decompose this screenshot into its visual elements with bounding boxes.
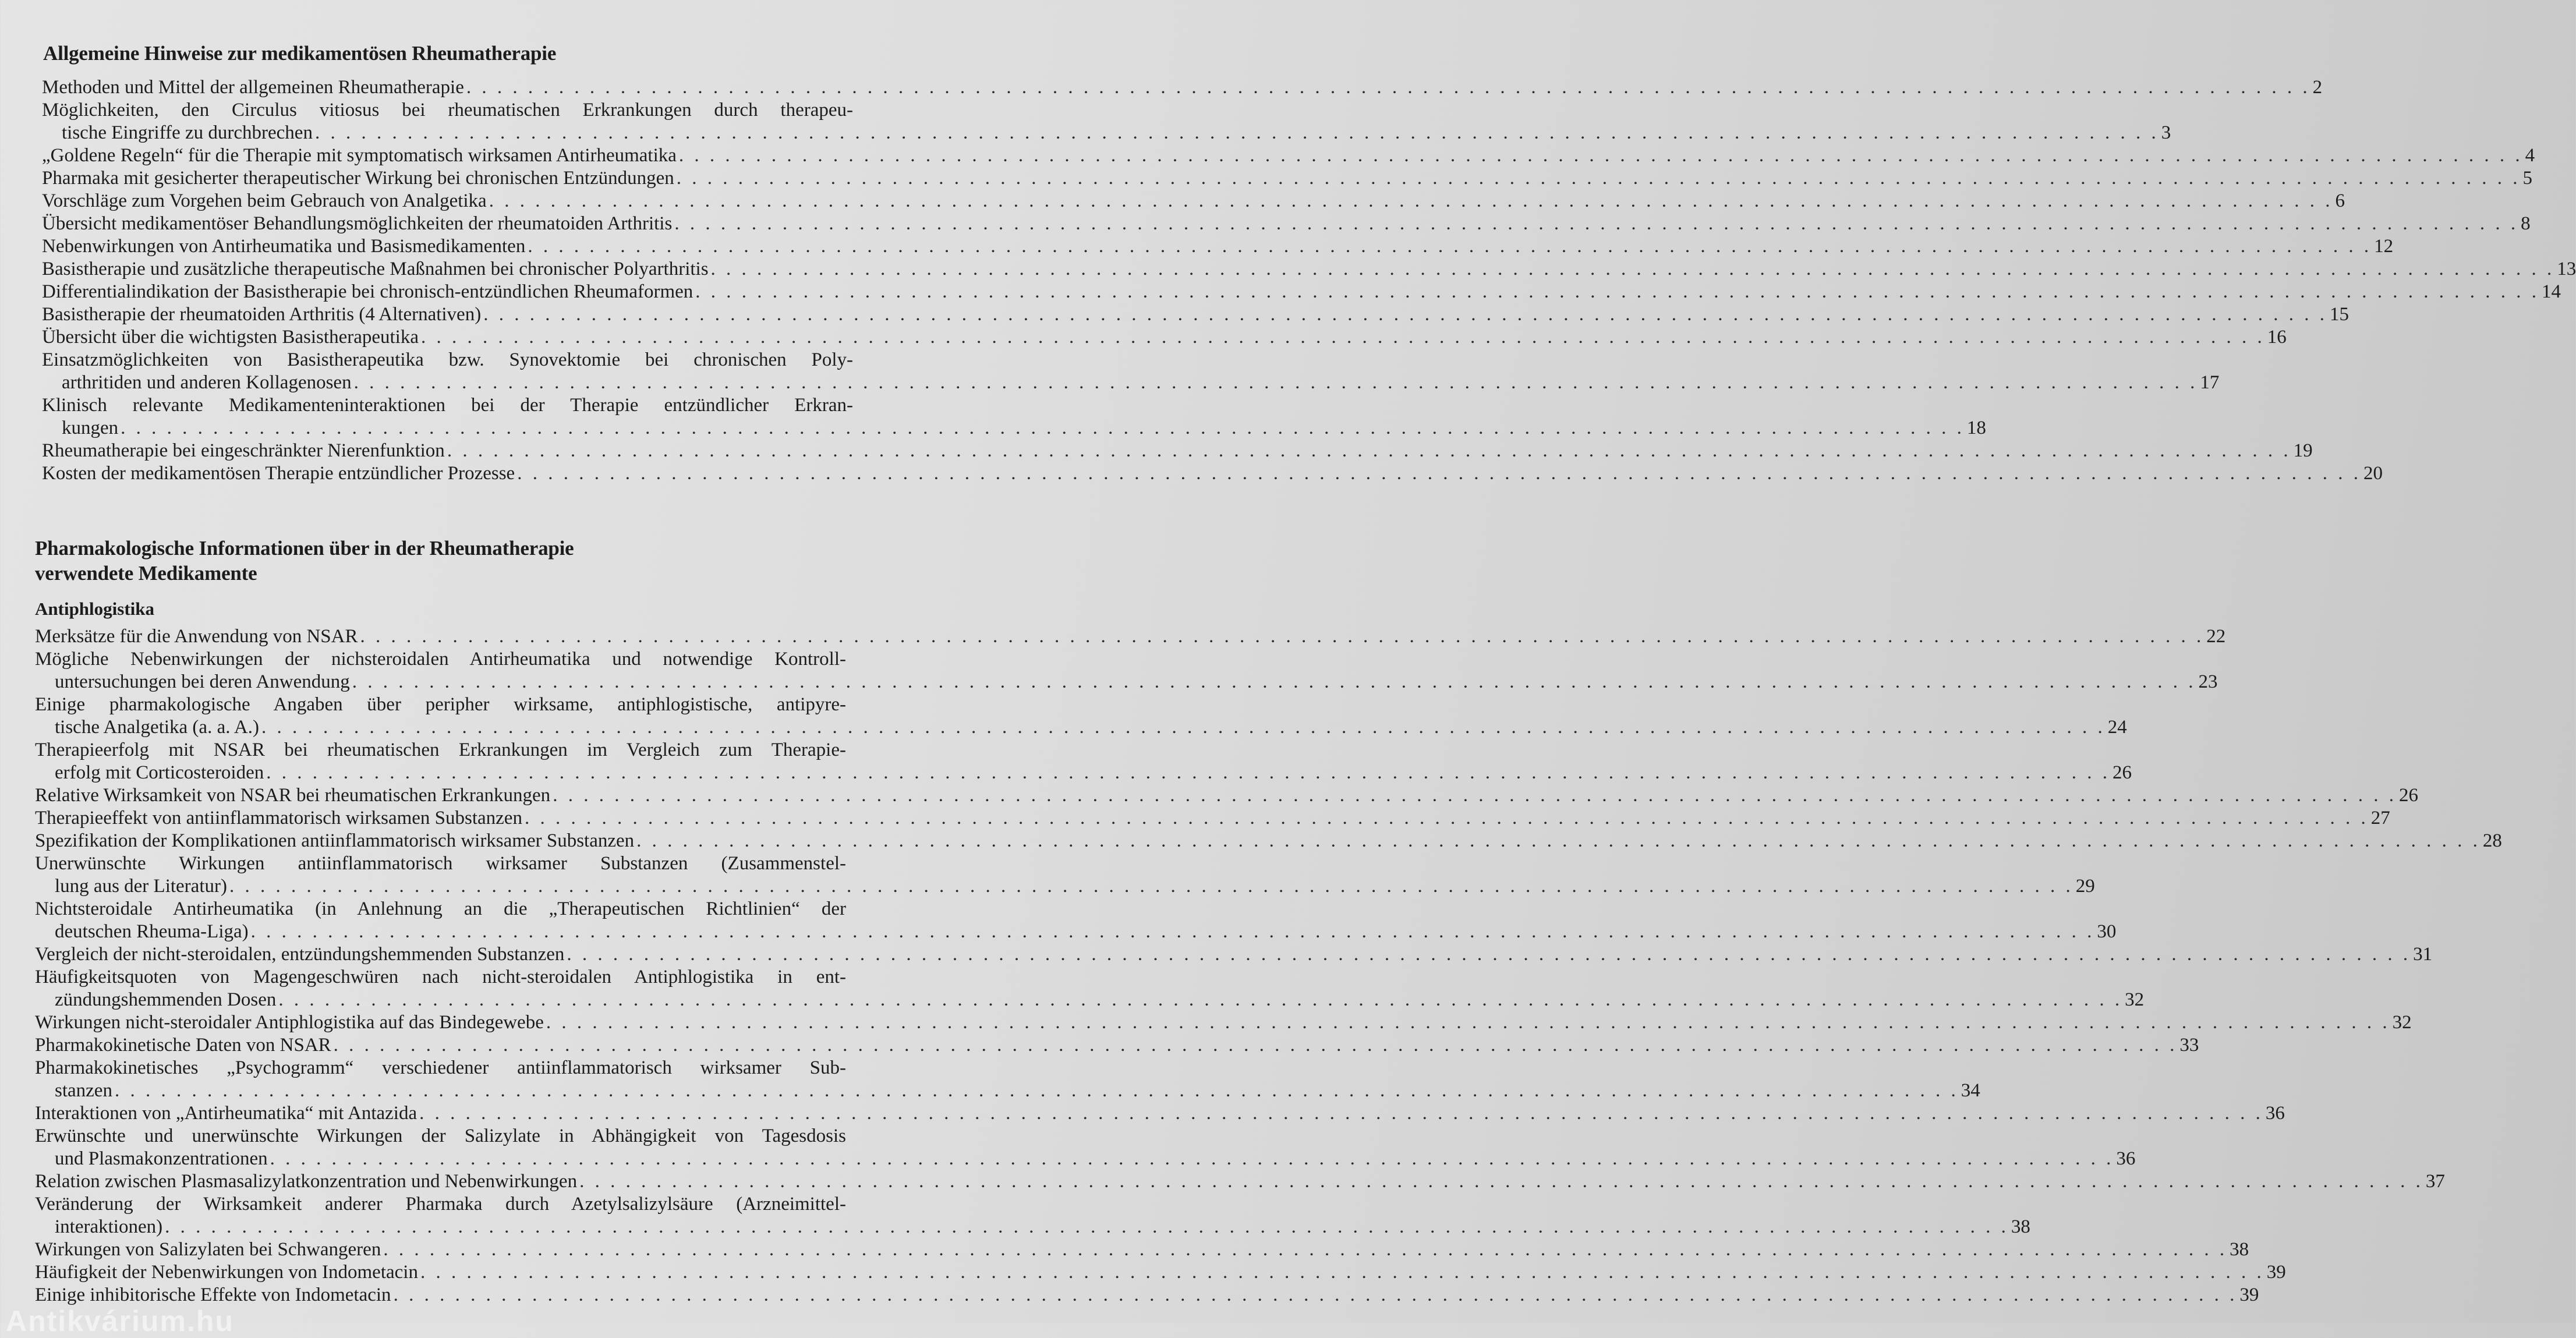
toc-entry-text: Unerwünschte Wirkungen antiinflammatorisch wirksamer Substanzen (Zusammenstel- (35, 853, 846, 874)
page-number: 36 (2265, 1103, 2285, 1124)
section2-title-line2: verwendete Medikamente (35, 562, 257, 585)
toc-entry-text: Relative Wirksamkeit von NSAR bei rheumatischen Erkrankungen (35, 785, 551, 806)
page-number: 16 (2267, 327, 2287, 348)
toc-entry-text: Vergleich der nicht-steroidalen, entzündungshemmenden Substanzen (35, 944, 565, 965)
toc-entry[interactable] (42, 213, 2531, 235)
dot-leader: . . . . . . . . . . . . . . . . . . . . . . . . . . . . . . . . . . . . . . . . . . . . . . . . . . . . . . . . . . . . . . . . . . . . . . . . . . . . . . . . . . . . . . . . . . . . . . . . . . . . . . . . . . . . . . . . . . . . . . . . (483, 304, 2327, 325)
dot-leader: . . . . . . . . . . . . . . . . . . . . . . . . . . . . . . . . . . . . . . . . . . . . . . . . . . . . . . . . . . . . . . . . . . . . . . . . . . . . . . . . . . . . . . . . . . . . . . . . . . . . . . . . . . . . . . . . . . . . . . . . (678, 145, 2523, 166)
toc-entry-text: interaktionen) (55, 1216, 163, 1237)
toc-entry-text: Einige inhibitorische Effekte von Indometacin (35, 1284, 391, 1305)
page-number: 3 (2161, 122, 2171, 143)
toc-entry[interactable] (35, 852, 2095, 898)
toc-entry-text: lung aus der Literatur) (55, 876, 227, 897)
toc-entry-text: stanzen (55, 1080, 112, 1101)
page-number: 31 (2413, 944, 2433, 965)
toc-entry[interactable] (35, 625, 2226, 648)
toc-entry[interactable] (42, 394, 1986, 440)
page-number: 5 (2522, 168, 2533, 189)
page-number: 27 (2370, 808, 2390, 829)
page-number: 23 (2198, 671, 2218, 692)
dot-leader: . . . . . . . . . . . . . . . . . . . . . . . . . . . . . . . . . . . . . . . . . . . . . . . . . . . . . . . . . . . . . . . . . . . . . . . . . . . . . . . . . . . . . . . . . . . . . . . . . . . . . . . . . . . . . . . . . . . . . . . . (121, 417, 1965, 438)
toc-entry[interactable] (42, 303, 2349, 326)
toc-entry[interactable] (35, 1238, 2249, 1261)
dot-leader: . . . . . . . . . . . . . . . . . . . . . . . . . . . . . . . . . . . . . . . . . . . . . . . . . . . . . . . . . . . . . . . . . . . . . . . . . . . . . . . . . . . . . . . . . . . . . . . . . . . . . . . . . . . . . . . . . . . . . . . . (710, 259, 2555, 279)
page-number: 26 (2398, 785, 2418, 806)
page-number: 38 (2011, 1216, 2030, 1237)
toc-entry-text: Wirkungen von Salizylaten bei Schwangeren (35, 1239, 381, 1260)
toc-entry[interactable] (35, 898, 2117, 943)
dot-leader: . . . . . . . . . . . . . . . . . . . . . . . . . . . . . . . . . . . . . . . . . . . . . . . . . . . . . . . . . . . . . . . . . . . . . . . . . . . . . . . . . . . . . . . . . . . . . . . . . . . . . . . . . . . . . . . . . . . . . . . . (553, 785, 2397, 806)
toc-entry-text: Nichtsteroidale Antirheumatika (in Anlehnung an die „Therapeutischen Richtlinien“ der (35, 898, 846, 919)
toc-entry[interactable] (42, 190, 2345, 213)
toc-entry-text: Mögliche Nebenwirkungen der nichsteroidalen Antirheumatika und notwendige Kontroll- (35, 649, 846, 670)
toc-entry[interactable] (35, 943, 2433, 966)
toc-entry[interactable] (42, 349, 2220, 394)
page-number: 8 (2521, 213, 2531, 234)
toc-entry-text: erfolg mit Corticosteroiden (55, 762, 264, 783)
page-number: 14 (2542, 281, 2561, 302)
toc-entry-text: kungen (62, 417, 119, 438)
toc-entry-text: Merksätze für die Anwendung von NSAR (35, 626, 358, 647)
dot-leader: . . . . . . . . . . . . . . . . . . . . . . . . . . . . . . . . . . . . . . . . . . . . . . . . . . . . . . . . . . . . . . . . . . . . . . . . . . . . . . . . . . . . . . . . . . . . . . . . . . . . . . . . . . . . . . . . . . . . . . . . (674, 213, 2519, 234)
toc-entry-text: Übersicht medikamentöser Behandlungsmöglichkeiten der rheumatoiden Arthritis (42, 213, 673, 234)
toc-entry-text: zündungshemmenden Dosen (55, 989, 277, 1010)
toc-entry[interactable] (35, 739, 2132, 784)
dot-leader: . . . . . . . . . . . . . . . . . . . . . . . . . . . . . . . . . . . . . . . . . . . . . . . . . . . . . . . . . . . . . . . . . . . . . . . . . . . . . . . . . . . . . . . . . . . . . . . . . . . . . . . . . . . . . . . . . . . . . . . . (420, 1262, 2264, 1283)
toc-entry[interactable] (35, 1057, 1980, 1102)
toc-entry-text: Vorschläge zum Vorgehen beim Gebrauch von Analgetika (42, 190, 487, 211)
toc-entry-text: „Goldene Regeln“ für die Therapie mit symptomatisch wirksamen Antirheumatika (42, 145, 677, 166)
dot-leader: . . . . . . . . . . . . . . . . . . . . . . . . . . . . . . . . . . . . . . . . . . . . . . . . . . . . . . . . . . . . . . . . . . . . . . . . . . . . . . . . . . . . . . . . . . . . . . . . . . . . . . . . . . . . . . . . . . . . . . . . (314, 122, 2159, 143)
toc-entry[interactable] (35, 807, 2390, 830)
page-number: 30 (2097, 921, 2117, 942)
toc-entry-text: Basistherapie und zusätzliche therapeutische Maßnahmen bei chronischer Polyarthritis (42, 259, 709, 279)
page-number: 32 (2125, 989, 2145, 1010)
toc-entry-text: Methoden und Mittel der allgemeinen Rheumatherapie (42, 77, 464, 98)
dot-leader: . . . . . . . . . . . . . . . . . . . . . . . . . . . . . . . . . . . . . . . . . . . . . . . . . . . . . . . . . . . . . . . . . . . . . . . . . . . . . . . . . . . . . . . . . . . . . . . . . . . . . . . . . . . . . . . . . . . . . . . . (165, 1216, 2009, 1237)
toc-entry-text: Interaktionen von „Antirheumatika“ mit Antazida (35, 1103, 417, 1124)
toc-entry[interactable] (42, 235, 2394, 258)
dot-leader: . . . . . . . . . . . . . . . . . . . . . . . . . . . . . . . . . . . . . . . . . . . . . . . . . . . . . . . . . . . . . . . . . . . . . . . . . . . . . . . . . . . . . . . . . . . . . . . . . . . . . . . . . . . . . . . . . . . . . . . . (383, 1239, 2228, 1260)
toc-entry[interactable] (42, 462, 2383, 485)
page-number: 22 (2206, 626, 2226, 647)
toc-entry[interactable] (35, 1102, 2285, 1125)
toc-entry-text: Kosten der medikamentösen Therapie entzündlicher Prozesse (42, 463, 515, 484)
page-number: 39 (2266, 1262, 2286, 1283)
toc-entry[interactable] (42, 258, 2576, 281)
toc-entry-text: Differentialindikation der Basistherapie bei chronisch-entzündlichen Rheumaformen (42, 281, 693, 302)
dot-leader: . . . . . . . . . . . . . . . . . . . . . . . . . . . . . . . . . . . . . . . . . . . . . . . . . . . . . . . . . . . . . . . . . . . . . . . . . . . . . . . . . . . . . . . . . . . . . . . . . . . . . . . . . . . . . . . . . . . . . . . . (528, 236, 2372, 257)
dot-leader: . . . . . . . . . . . . . . . . . . . . . . . . . . . . . . . . . . . . . . . . . . . . . . . . . . . . . . . . . . . . . . . . . . . . . . . . . . . . . . . . . . . . . . . . . . . . . . . . . . . . . . . . . . . . . . . . . . . . . . . . (353, 372, 2198, 393)
section2-title-line1: Pharmakologische Informationen über in der Rheumatherapie (35, 537, 574, 560)
toc-entry-text: Pharmaka mit gesicherter therapeutischer Wirkung bei chronischen Entzündungen (42, 168, 674, 189)
toc-entry[interactable] (42, 326, 2287, 349)
toc-entry[interactable] (42, 440, 2313, 462)
toc-entry-text: Pharmakokinetisches „Psychogramm“ verschiedener antiinflammatorisch wirksamer Sub- (35, 1057, 846, 1078)
toc-entry[interactable] (42, 281, 2561, 303)
page-number: 6 (2335, 190, 2345, 211)
toc-entry[interactable] (42, 167, 2533, 190)
section2-subtitle: Antiphlogistika (35, 599, 155, 619)
toc-entry[interactable] (35, 966, 2145, 1011)
toc-entry-text: Häufigkeit der Nebenwirkungen von Indometacin (35, 1262, 418, 1283)
dot-leader: . . . . . . . . . . . . . . . . . . . . . . . . . . . . . . . . . . . . . . . . . . . . . . . . . . . . . . . . . . . . . . . . . . . . . . . . . . . . . . . . . . . . . . . . . . . . . . . . . . . . . . . . . . . . . . . . . . . . . . . . (229, 876, 2073, 897)
toc-entry[interactable] (35, 830, 2502, 852)
page-number: 18 (1966, 417, 1986, 438)
page-number: 36 (2116, 1148, 2136, 1169)
toc-entry-text: Rheumatherapie bei eingeschränkter Nierenfunktion (42, 440, 445, 461)
toc-entry-text: Therapieeffekt von antiinflammatorisch wirksamen Substanzen (35, 808, 522, 829)
page-number: 20 (2363, 463, 2383, 484)
page-number: 37 (2425, 1171, 2445, 1192)
toc-entry-text: Möglichkeiten, den Circulus vitiosus bei rheumatischen Erkrankungen durch therapeu- (42, 100, 853, 121)
dot-leader: . . . . . . . . . . . . . . . . . . . . . . . . . . . . . . . . . . . . . . . . . . . . . . . . . . . . . . . . . . . . . . . . . . . . . . . . . . . . . . . . . . . . . . . . . . . . . . . . . . . . . . . . . . . . . . . . . . . . . . . . (114, 1080, 1959, 1101)
toc-entry[interactable] (35, 1034, 2199, 1057)
toc-entry-text: Klinisch relevante Medikamenteninteraktionen bei der Therapie entzündlicher Erkran- (42, 395, 853, 416)
toc-entry[interactable] (35, 693, 2127, 739)
toc-entry[interactable] (42, 76, 2323, 99)
dot-leader: . . . . . . . . . . . . . . . . . . . . . . . . . . . . . . . . . . . . . . . . . . . . . . . . . . . . . . . . . . . . . . . . . . . . . . . . . . . . . . . . . . . . . . . . . . . . . . . . . . . . . . . . . . . . . . . . . . . . . . . . (489, 190, 2333, 211)
toc-entry-text: Pharmakokinetische Daten von NSAR (35, 1035, 331, 1056)
dot-leader: . . . . . . . . . . . . . . . . . . . . . . . . . . . . . . . . . . . . . . . . . . . . . . . . . . . . . . . . . . . . . . . . . . . . . . . . . . . . . . . . . . . . . . . . . . . . . . . . . . . . . . . . . . . . . . . . . . . . . . . . (517, 463, 2361, 484)
dot-leader: . . . . . . . . . . . . . . . . . . . . . . . . . . . . . . . . . . . . . . . . . . . . . . . . . . . . . . . . . . . . . . . . . . . . . . . . . . . . . . . . . . . . . . . . . . . . . . . . . . . . . . . . . . . . . . . . . . . . . . . . (447, 440, 2291, 461)
toc-entry-text: Veränderung der Wirksamkeit anderer Pharmaka durch Azetylsalizylsäure (Arzneimittel- (35, 1194, 846, 1215)
toc-entry-text: Spezifikation der Komplikationen antiinflammatorisch wirksamer Substanzen (35, 830, 635, 851)
toc-entry-text: untersuchungen bei deren Anwendung (55, 671, 350, 692)
page-number: 17 (2200, 372, 2220, 393)
toc-entry[interactable] (35, 1011, 2412, 1034)
page-number: 24 (2107, 717, 2127, 738)
toc-entry[interactable] (35, 1261, 2286, 1284)
page-number: 4 (2525, 145, 2535, 166)
toc-entry[interactable] (35, 1170, 2445, 1193)
toc-entry-text: Wirkungen nicht-steroidaler Antiphlogistika auf das Bindegewebe (35, 1012, 544, 1033)
section1-title: Allgemeine Hinweise zur medikamentösen Rheumatherapie (43, 42, 557, 65)
toc-entry[interactable] (35, 1125, 2136, 1170)
page-number: 26 (2113, 762, 2132, 783)
page-number: 34 (1961, 1080, 1980, 1101)
dot-leader: . . . . . . . . . . . . . . . . . . . . . . . . . . . . . . . . . . . . . . . . . . . . . . . . . . . . . . . . . . . . . . . . . . . . . . . . . . . . . . . . . . . . . . . . . . . . . . . . . . . . . . . . . . . . . . . . . . . . . . . . (636, 830, 2481, 851)
toc-entry-text: deutschen Rheuma-Liga) (55, 921, 249, 942)
dot-leader: . . . . . . . . . . . . . . . . . . . . . . . . . . . . . . . . . . . . . . . . . . . . . . . . . . . . . . . . . . . . . . . . . . . . . . . . . . . . . . . . . . . . . . . . . . . . . . . . . . . . . . . . . . . . . . . . . . . . . . . . (524, 808, 2369, 829)
dot-leader: . . . . . . . . . . . . . . . . . . . . . . . . . . . . . . . . . . . . . . . . . . . . . . . . . . . . . . . . . . . . . . . . . . . . . . . . . . . . . . . . . . . . . . . . . . . . . . . . . . . . . . . . . . . . . . . . . . . . . . . . (579, 1171, 2423, 1192)
dot-leader: . . . . . . . . . . . . . . . . . . . . . . . . . . . . . . . . . . . . . . . . . . . . . . . . . . . . . . . . . . . . . . . . . . . . . . . . . . . . . . . . . . . . . . . . . . . . . . . . . . . . . . . . . . . . . . . . . . . . . . . . (352, 671, 2196, 692)
dot-leader: . . . . . . . . . . . . . . . . . . . . . . . . . . . . . . . . . . . . . . . . . . . . . . . . . . . . . . . . . . . . . . . . . . . . . . . . . . . . . . . . . . . . . . . . . . . . . . . . . . . . . . . . . . . . . . . . . . . . . . . . (567, 944, 2411, 965)
page-number: 13 (2557, 259, 2576, 279)
toc-entry-text: Übersicht über die wichtigsten Basistherapeutika (42, 327, 419, 348)
toc-entry[interactable] (35, 1284, 2259, 1307)
dot-leader: . . . . . . . . . . . . . . . . . . . . . . . . . . . . . . . . . . . . . . . . . . . . . . . . . . . . . . . . . . . . . . . . . . . . . . . . . . . . . . . . . . . . . . . . . . . . . . . . . . . . . . . . . . . . . . . . . . . . . . . . (270, 1148, 2114, 1169)
toc-entry[interactable] (35, 648, 2218, 693)
page-number: 32 (2392, 1012, 2412, 1033)
page-number: 38 (2230, 1239, 2249, 1260)
dot-leader: . . . . . . . . . . . . . . . . . . . . . . . . . . . . . . . . . . . . . . . . . . . . . . . . . . . . . . . . . . . . . . . . . . . . . . . . . . . . . . . . . . . . . . . . . . . . . . . . . . . . . . . . . . . . . . . . . . . . . . . . (419, 1103, 2263, 1124)
dot-leader: . . . . . . . . . . . . . . . . . . . . . . . . . . . . . . . . . . . . . . . . . . . . . . . . . . . . . . . . . . . . . . . . . . . . . . . . . . . . . . . . . . . . . . . . . . . . . . . . . . . . . . . . . . . . . . . . . . . . . . . . (393, 1284, 2238, 1305)
toc-entry[interactable] (35, 784, 2418, 807)
page-number: 29 (2075, 876, 2095, 897)
page-number: 12 (2374, 236, 2394, 257)
toc-section-1 (42, 76, 2576, 485)
toc-entry-text: Häufigkeitsquoten von Magengeschwüren nach nicht-steroidalen Antiphlogistika in ent- (35, 967, 846, 987)
dot-leader: . . . . . . . . . . . . . . . . . . . . . . . . . . . . . . . . . . . . . . . . . . . . . . . . . . . . . . . . . . . . . . . . . . . . . . . . . . . . . . . . . . . . . . . . . . . . . . . . . . . . . . . . . . . . . . . . . . . . . . . . (333, 1035, 2178, 1056)
page-number: 28 (2482, 830, 2502, 851)
toc-entry[interactable] (42, 99, 2171, 144)
page-number: 39 (2239, 1284, 2259, 1305)
toc-entry-text: tische Analgetika (a. a. A.) (55, 717, 259, 738)
page-number: 33 (2179, 1035, 2199, 1056)
toc-entry-text: arthritiden und anderen Kollagenosen (62, 372, 352, 393)
dot-leader: . . . . . . . . . . . . . . . . . . . . . . . . . . . . . . . . . . . . . . . . . . . . . . . . . . . . . . . . . . . . . . . . . . . . . . . . . . . . . . . . . . . . . . . . . . . . . . . . . . . . . . . . . . . . . . . . . . . . . . . . (676, 168, 2521, 189)
toc-entry-text: Therapieerfolg mit NSAR bei rheumatischen Erkrankungen im Vergleich zum Therapie- (35, 739, 846, 760)
toc-entry-text: Einsatzmöglichkeiten von Basistherapeutika bzw. Synovektomie bei chronischen Poly- (42, 349, 853, 370)
toc-entry-text: tische Eingriffe zu durchbrechen (62, 122, 313, 143)
toc-entry[interactable] (42, 144, 2535, 167)
toc-entry-text: Relation zwischen Plasmasalizylatkonzentration und Nebenwirkungen (35, 1171, 578, 1192)
toc-entry-text: Nebenwirkungen von Antirheumatika und Basismedikamenten (42, 236, 526, 257)
toc-section-2 (35, 625, 2502, 1307)
dot-leader: . . . . . . . . . . . . . . . . . . . . . . . . . . . . . . . . . . . . . . . . . . . . . . . . . . . . . . . . . . . . . . . . . . . . . . . . . . . . . . . . . . . . . . . . . . . . . . . . . . . . . . . . . . . . . . . . . . . . . . . . (420, 327, 2265, 348)
watermark-logo: Antikvárium.hu (6, 1305, 234, 1337)
dot-leader: . . . . . . . . . . . . . . . . . . . . . . . . . . . . . . . . . . . . . . . . . . . . . . . . . . . . . . . . . . . . . . . . . . . . . . . . . . . . . . . . . . . . . . . . . . . . . . . . . . . . . . . . . . . . . . . . . . . . . . . . (466, 77, 2310, 98)
dot-leader: . . . . . . . . . . . . . . . . . . . . . . . . . . . . . . . . . . . . . . . . . . . . . . . . . . . . . . . . . . . . . . . . . . . . . . . . . . . . . . . . . . . . . . . . . . . . . . . . . . . . . . . . . . . . . . . . . . . . . . . . (261, 717, 2106, 738)
dot-leader: . . . . . . . . . . . . . . . . . . . . . . . . . . . . . . . . . . . . . . . . . . . . . . . . . . . . . . . . . . . . . . . . . . . . . . . . . . . . . . . . . . . . . . . . . . . . . . . . . . . . . . . . . . . . . . . . . . . . . . . . (266, 762, 2110, 783)
dot-leader: . . . . . . . . . . . . . . . . . . . . . . . . . . . . . . . . . . . . . . . . . . . . . . . . . . . . . . . . . . . . . . . . . . . . . . . . . . . . . . . . . . . . . . . . . . . . . . . . . . . . . . . . . . . . . . . . . . . . . . . . (546, 1012, 2390, 1033)
page-number: 2 (2312, 77, 2323, 98)
toc-entry-text: Basistherapie der rheumatoiden Arthritis (4 Alternativen) (42, 304, 482, 325)
page-number: 15 (2329, 304, 2349, 325)
toc-entry-text: Einige pharmakologische Angaben über peripher wirksame, antiphlogistische, antipyre- (35, 694, 846, 715)
dot-leader: . . . . . . . . . . . . . . . . . . . . . . . . . . . . . . . . . . . . . . . . . . . . . . . . . . . . . . . . . . . . . . . . . . . . . . . . . . . . . . . . . . . . . . . . . . . . . . . . . . . . . . . . . . . . . . . . . . . . . . . . (250, 921, 2095, 942)
toc-entry[interactable] (35, 1193, 2030, 1238)
dot-leader: . . . . . . . . . . . . . . . . . . . . . . . . . . . . . . . . . . . . . . . . . . . . . . . . . . . . . . . . . . . . . . . . . . . . . . . . . . . . . . . . . . . . . . . . . . . . . . . . . . . . . . . . . . . . . . . . . . . . . . . . (278, 989, 2123, 1010)
toc-entry-text: Erwünschte und unerwünschte Wirkungen der Salizylate in Abhängigkeit von Tagesdosis (35, 1125, 846, 1146)
toc-entry-text: und Plasmakonzentrationen (55, 1148, 268, 1169)
page-number: 19 (2293, 440, 2313, 461)
dot-leader: . . . . . . . . . . . . . . . . . . . . . . . . . . . . . . . . . . . . . . . . . . . . . . . . . . . . . . . . . . . . . . . . . . . . . . . . . . . . . . . . . . . . . . . . . . . . . . . . . . . . . . . . . . . . . . . . . . . . . . . . (695, 281, 2540, 302)
dot-leader: . . . . . . . . . . . . . . . . . . . . . . . . . . . . . . . . . . . . . . . . . . . . . . . . . . . . . . . . . . . . . . . . . . . . . . . . . . . . . . . . . . . . . . . . . . . . . . . . . . . . . . . . . . . . . . . . . . . . . . . . (360, 626, 2205, 647)
